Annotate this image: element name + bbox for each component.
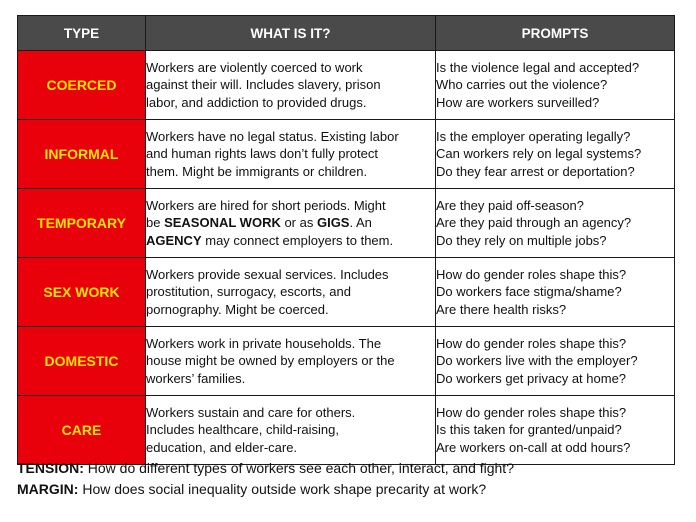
prompt-line: Can workers rely on legal systems?	[436, 146, 642, 162]
description-line	[146, 352, 435, 369]
note-text: How does social inequality outside work shape precarity at work?	[78, 481, 487, 497]
description-line	[146, 214, 435, 231]
note-text: How do different types of workers see each other, interact, and fight?	[83, 460, 514, 476]
description-text: or as	[280, 215, 317, 231]
header-prompts: PROMPTS	[436, 16, 675, 51]
prompt-line: Is the employer operating legally?	[436, 129, 631, 145]
row-type-cell: SEX WORK	[18, 258, 146, 327]
prompt-line: How do gender roles shape this?	[436, 267, 627, 283]
row-prompts-cell	[436, 189, 675, 258]
description-line	[146, 76, 435, 93]
description-text: and human rights laws don’t fully protect	[146, 146, 378, 162]
description-line	[146, 232, 435, 249]
prompt-line: Do workers face stigma/shame?	[436, 284, 622, 300]
description-text: may connect employers to them.	[201, 232, 394, 248]
description-text: Workers provide sexual services. Includes	[146, 267, 389, 283]
description-text: Workers are hired for short periods. Might	[146, 198, 386, 214]
description-line	[146, 145, 435, 162]
description-line	[146, 163, 435, 180]
row-type-cell: COERCED	[18, 51, 146, 120]
prompt-line: Are they paid through an agency?	[436, 215, 632, 231]
notes	[17, 460, 514, 502]
prompt-line: Is this taken for granted/unpaid?	[436, 422, 622, 438]
note-label: TENSION:	[17, 460, 84, 476]
row-prompts-cell	[436, 258, 675, 327]
description-text: Workers have no legal status. Existing labor	[146, 129, 399, 145]
row-description-cell	[146, 189, 436, 258]
description-text: Workers work in private households. The	[146, 336, 382, 352]
description-text: education, and elder-care.	[146, 439, 298, 455]
description-line	[146, 404, 435, 421]
table-row	[18, 120, 675, 189]
description-keyword: GIGS	[316, 215, 350, 231]
description-keyword: AGENCY	[146, 232, 202, 248]
note-label: MARGIN:	[17, 481, 79, 497]
note-line	[17, 481, 514, 502]
prompt-line: Do they fear arrest or deportation?	[436, 163, 635, 179]
work-types-table	[17, 15, 675, 465]
description-text: Includes healthcare, child-raising,	[146, 422, 339, 438]
description-keyword: SEASONAL WORK	[164, 215, 281, 231]
prompt-line: Do workers live with the employer?	[436, 353, 638, 369]
prompt-line: How do gender roles shape this?	[436, 405, 627, 421]
description-line	[146, 59, 435, 76]
description-line	[146, 421, 435, 438]
row-description-cell	[146, 396, 436, 465]
prompt-line: Are there health risks?	[436, 301, 567, 317]
table-row	[18, 258, 675, 327]
description-text: pornography. Might be coerced.	[146, 301, 329, 317]
description-text: labor, and addiction to provided drugs.	[146, 94, 367, 110]
row-prompts-cell	[436, 327, 675, 396]
description-text: Workers are violently coerced to work	[146, 60, 363, 76]
row-description-cell	[146, 120, 436, 189]
prompt-line: Who carries out the violence?	[436, 77, 608, 93]
prompt-line: Are workers on-call at odd hours?	[436, 439, 631, 455]
prompt-line: Is the violence legal and accepted?	[436, 60, 640, 76]
prompt-line: Do workers get privacy at home?	[436, 370, 627, 386]
description-text: Workers sustain and care for others.	[146, 405, 356, 421]
prompt-line: Are they paid off-season?	[436, 198, 584, 214]
description-text: . An	[349, 215, 372, 231]
description-line	[146, 266, 435, 283]
row-prompts-cell	[436, 51, 675, 120]
header-type: TYPE	[18, 16, 146, 51]
description-text: prostitution, surrogacy, escorts, and	[146, 284, 351, 300]
table-row	[18, 396, 675, 465]
description-line	[146, 128, 435, 145]
table-row	[18, 327, 675, 396]
prompt-line: How are workers surveilled?	[436, 94, 600, 110]
description-line	[146, 283, 435, 300]
description-text: house might be owned by employers or the	[146, 353, 395, 369]
row-type-cell: TEMPORARY	[18, 189, 146, 258]
row-description-cell	[146, 258, 436, 327]
table-row	[18, 189, 675, 258]
description-text: them. Might be immigrants or children.	[146, 163, 368, 179]
row-prompts-cell	[436, 120, 675, 189]
row-type-cell: INFORMAL	[18, 120, 146, 189]
description-line	[146, 197, 435, 214]
row-description-cell	[146, 51, 436, 120]
description-text: be	[146, 215, 165, 231]
row-prompts-cell	[436, 396, 675, 465]
prompt-line: How do gender roles shape this?	[436, 336, 627, 352]
description-line	[146, 439, 435, 456]
prompt-line: Do they rely on multiple jobs?	[436, 232, 607, 248]
table-header-row	[18, 16, 675, 51]
description-line	[146, 94, 435, 111]
description-text: against their will. Includes slavery, prison	[146, 77, 381, 93]
header-what: WHAT IS IT?	[146, 16, 436, 51]
row-type-cell: DOMESTIC	[18, 327, 146, 396]
note-line	[17, 460, 514, 481]
row-type-cell: CARE	[18, 396, 146, 465]
description-text: workers’ families.	[146, 370, 246, 386]
description-line	[146, 335, 435, 352]
description-line	[146, 370, 435, 387]
row-description-cell	[146, 327, 436, 396]
description-line	[146, 301, 435, 318]
table-row	[18, 51, 675, 120]
